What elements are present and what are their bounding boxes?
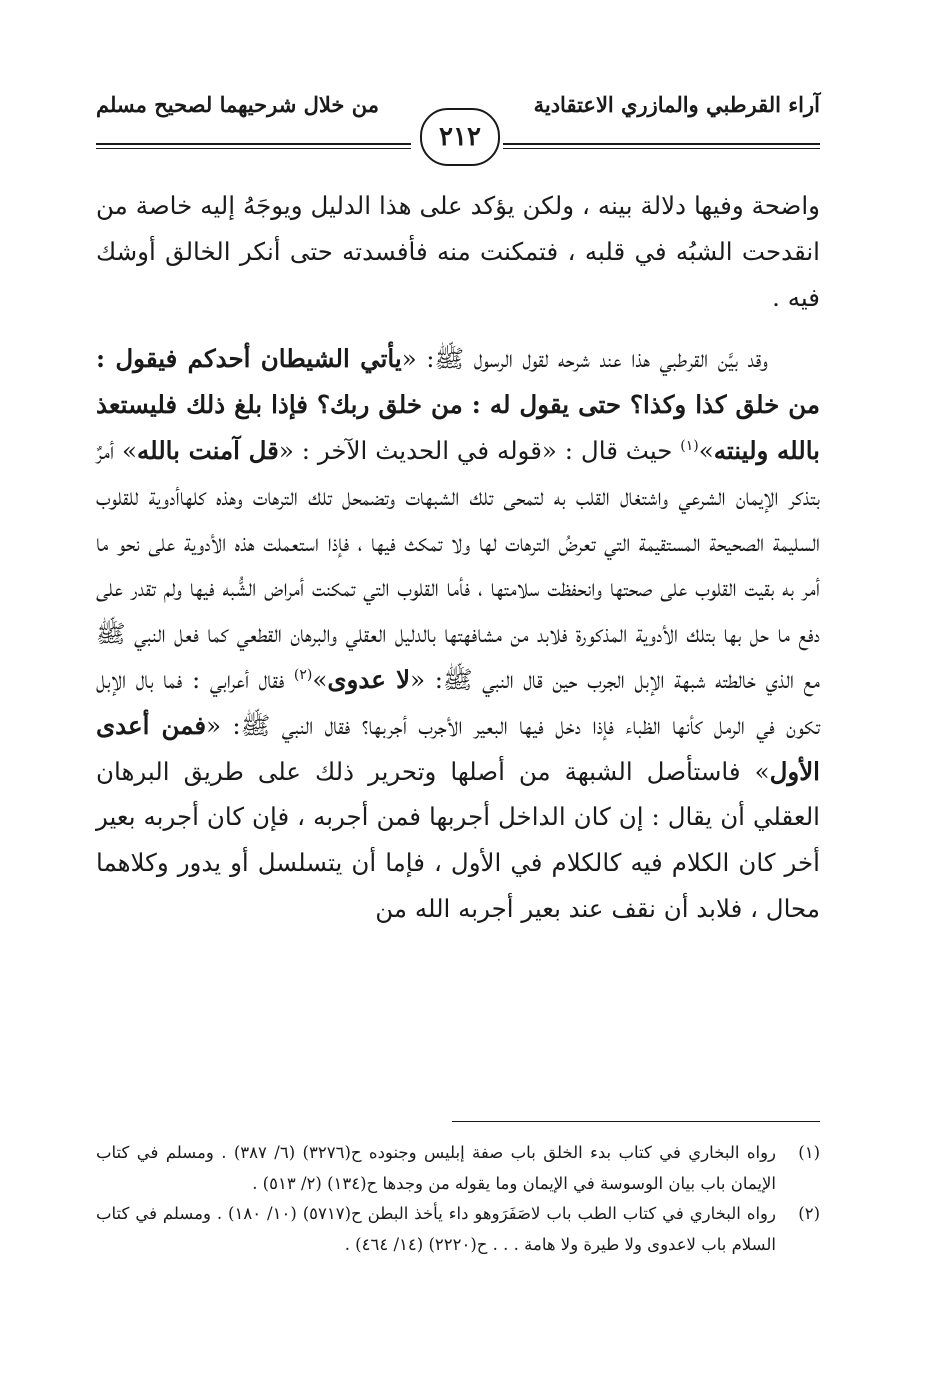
text-run: » فاستأصل الشبهة من أصلها وتحرير ذلك على طريق البرهان العقلي أن يقال : إن كان الداخل أجربها فمن أجربه ، فإن كان أجربه بعير أخر كان الكلام فيه كالكلام في الأول ، فإما أن يتسلسل أو يدور وكلاهما محال ، فلابد أن نقف عند بعير أجربه الله من <box>96 756 820 923</box>
header-rule-left <box>96 143 411 145</box>
text-run: وقد بيَّن القرطبي هذا عند شرحه لقول الرسول ﷺ: « <box>401 344 769 374</box>
hadith-quote: فمن أعدى الأول <box>96 710 820 786</box>
header-rule-right-thin <box>503 148 820 149</box>
footnote-number: (٢) <box>798 1204 820 1223</box>
footnote-ref-1[interactable]: (١) <box>680 437 699 454</box>
header-rule-right <box>503 143 820 145</box>
footnote-separator <box>452 1121 820 1122</box>
text-run: حيث قال : «قوله في الحديث الآخر : « <box>278 435 681 465</box>
hadith-quote: يأتي الشيطان أحدكم فيقول : من خلق كذا وكذا؟ حتى يقول له : من خلق ربك؟ فإذا بلغ ذلك فليستعذ بالله ولينته <box>96 344 821 465</box>
footnote-text: رواه البخاري في كتاب بدء الخلق باب صفة إبليس وجنوده ح(٣٢٧٦) (٦/ ٣٨٧) . ومسلم في كتاب الإيمان باب بيان الوسوسة في الإيمان وما يقوله من وجدها ح(١٣٤) (٢/ ٥١٣) . <box>96 1143 777 1193</box>
header-rule-left-thin <box>96 148 411 149</box>
hadith-quote: قل آمنت بالله <box>136 435 279 465</box>
footnote-1 <box>96 1138 820 1199</box>
paragraph-qurtubi <box>96 336 820 931</box>
running-header-subtitle: من خلال شرحيهما لصحيح مسلم <box>96 92 379 117</box>
footnote-ref-2[interactable]: (٢) <box>293 666 313 683</box>
footnote-number: (١) <box>798 1143 820 1162</box>
footnotes <box>96 1138 820 1260</box>
text-run: » <box>698 435 714 465</box>
running-header-title: آراء القرطبي والمازري الاعتقادية <box>533 92 820 117</box>
hadith-quote: لا عدوى <box>327 664 411 694</box>
text-run: » أمرٌ بتذكر الإيمان الشرعي واشتغال القلب به لتمحى تلك الشبهات وتضمحل تلك الترهات وهذه كلهاأدوية للقلوب السليمة الصحيحة المستقيمة التي تعرضُ الترهات لها ولا تمكث فيها ، فإذا استعملت هذه الأدوية على نحو ما أمر به بقيت القلوب على صحتها وانحفظت سلامتها ، فأما القلوب التي تمكنت أمراض الشُّبه فيها ولم تقدر على دفع ما حل بها بتلك الأدوية المذكورة فلابد من مشافهتها بالدليل العقلي والبرهان القطعي كما فعل النبي ﷺ مع الذي خالطته شبهة الإبل الجرب حين قال النبي ﷺ: « <box>96 435 820 694</box>
text-run: فقال أعرابي : فما بال الإبل تكون في الرمل كأنها الظباء فإذا دخل فيها البعير الأجرب أجربها؟ فقال النبي ﷺ: « <box>96 664 820 740</box>
paragraph-continuation: واضحة وفيها دلالة بينه ، ولكن يؤكد على هذا الدليل ويوجَهُ إليه خاصة من انقدحت الشبُه في قلبه ، فتمكنت منه فأفسدته حتى أنكر الخالق أوشك فيه . <box>96 191 820 312</box>
main-text <box>96 183 820 932</box>
footnote-2 <box>96 1199 820 1260</box>
page-number: ٢١٢ <box>420 108 500 166</box>
footnote-text: رواه البخاري في كتاب الطب باب لاصَفَرَوهو داء يأخذ البطن ح(٥٧١٧) (١٠/ ١٨٠) . ومسلم في كتاب السلام باب لاعدوى ولا طيرة ولا هامة . . . ح(٢٢٢٠) (١٤/ ٤٦٤) . <box>96 1204 776 1254</box>
text-run: » <box>312 664 328 694</box>
